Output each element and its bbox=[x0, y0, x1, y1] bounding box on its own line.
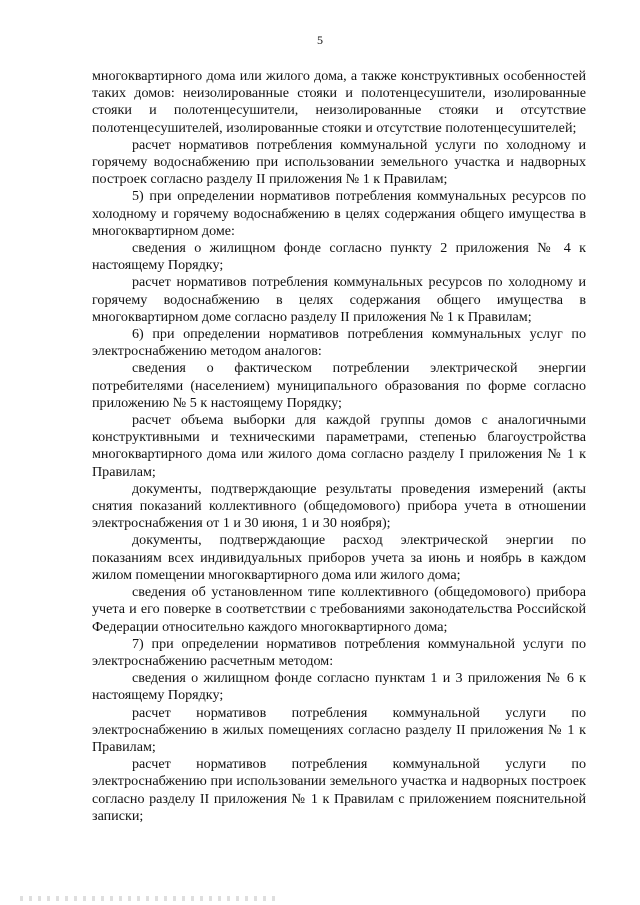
paragraph-item-7: 7) при определении нормативов потребления коммунальной услуги по электроснабжению расчетным методом: bbox=[92, 635, 586, 669]
paragraph: расчет нормативов потребления коммунальной услуги по электроснабжению в жилых помещениях согласно разделу II приложения № 1 к Правилам; bbox=[92, 704, 586, 755]
paragraph: расчет нормативов потребления коммунальной услуги по электроснабжению при использовании земельного участка и надворных построек согласно разделу II приложения № 1 к Правилам с приложением пояснительной записки; bbox=[92, 756, 586, 824]
paragraph: документы, подтверждающие результаты проведения измерений (акты снятия показаний коллективного (общедомового) прибора учета в отношении электроснабжения от 1 и 30 июня, 1 и 30 ноября); bbox=[92, 480, 586, 532]
paragraph: расчет нормативов потребления коммунальной услуги по холодному и горячему водоснабжению при использовании земельного участка и надворных построек согласно разделу II приложения № 1 к Правилам; bbox=[92, 136, 586, 188]
paragraph: сведения об установленном типе коллективного (общедомового) прибора учета и его поверке в соответствии с требованиями законодательства Российской Федерации относительно каждого многоквартирного дома; bbox=[92, 584, 586, 635]
paragraph-item-5: 5) при определении нормативов потребления коммунальных ресурсов по холодному и горячему водоснабжению в целях содержания общего имущества в многоквартирном доме: bbox=[92, 188, 586, 239]
page-number: 5 bbox=[317, 33, 323, 47]
paragraph: расчет объема выборки для каждой группы домов с аналогичными конструктивными и техническими параметрами, степенью благоустройства многоквартирного дома или жилого дома согласно разделу I приложения № 1 к Правилам; bbox=[92, 412, 586, 480]
paragraph: расчет нормативов потребления коммунальных ресурсов по холодному и горячему водоснабжению в целях содержания общего имущества в многоквартирном доме согласно разделу II приложения № 1 к Правилам; bbox=[92, 274, 586, 325]
paragraph: сведения о жилищном фонде согласно пункту 2 приложения № 4 к настоящему Порядку; bbox=[92, 240, 586, 274]
scan-artifact bbox=[20, 896, 280, 901]
paragraph-item-6: 6) при определении нормативов потребления коммунальных услуг по электроснабжению методом аналогов: bbox=[92, 326, 586, 360]
paragraph: документы, подтверждающие расход электрической энергии по показаниям всех индивидуальных приборов учета за июнь и ноябрь в каждом жилом помещении многоквартирного дома или жилого дома; bbox=[92, 532, 586, 583]
paragraph: сведения о фактическом потреблении электрической энергии потребителями (населением) муниципального образования по форме согласно приложению № 5 к настоящему Порядку; bbox=[92, 360, 586, 411]
paragraph-continuation: многоквартирного дома или жилого дома, а также конструктивных особенностей таких домов: неизолированные стояки и полотенцесушители, изолированные стояки и полотенцесушители, неизолированные стояки и отсутствие полотенцесушителей, изолированные стояки и отсутствие полотенцесушителей; bbox=[92, 68, 586, 136]
paragraph: сведения о жилищном фонде согласно пунктам 1 и 3 приложения № 6 к настоящему Порядку; bbox=[92, 670, 586, 704]
document-body bbox=[92, 68, 586, 825]
